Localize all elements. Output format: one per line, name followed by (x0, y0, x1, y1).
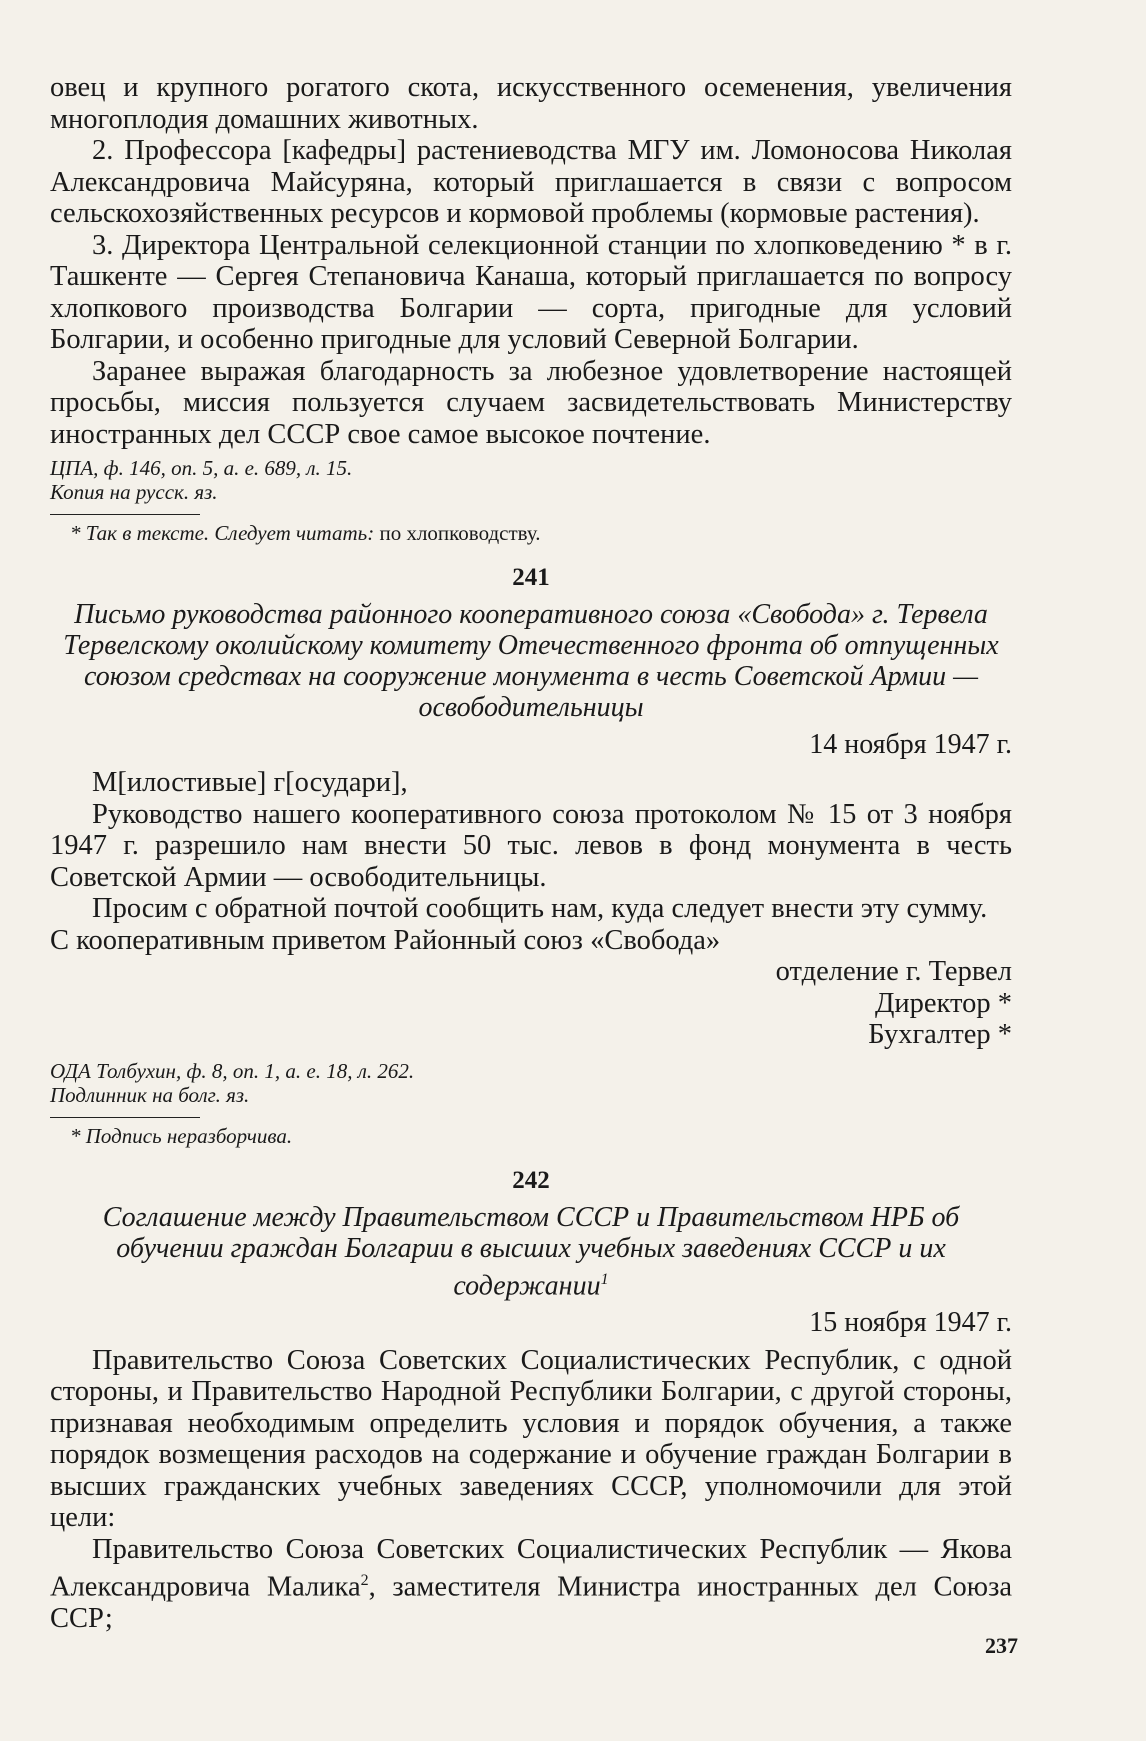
signature-accountant: Бухгалтер * (868, 1019, 1012, 1050)
footnote-prefix: * Так в тексте. Следует читать: (70, 521, 375, 545)
document-page (50, 72, 1012, 1635)
document-number-241: 241 (512, 564, 550, 591)
paragraph-241-1: Руководство нашего кооперативного союза протоколом № 15 от 3 ноября 1947 г. разрешило нам внести 50 тыс. левов в фонд монумента в честь Советской Армии — освободительницы. (50, 798, 1012, 893)
document-date-242: 15 ноября 1947 г. (809, 1306, 1012, 1338)
footnote-divider-241 (50, 1117, 200, 1118)
original-note-241: Подлинник на болг. яз. (50, 1082, 250, 1107)
paragraph-top-3: 3. Директора Центральной селекционной станции по хлопковедению * в г. Ташкенте — Сергея Степановича Канаша, который приглашается по вопросу хлопкового производства Болгарии — сорта, пригодные для условий Болгарии, и особенно пригодные для условий Северной Болгарии. (50, 229, 1012, 355)
footnote-top (50, 521, 1012, 545)
paragraph-top-4: Заранее выражая благодарность за любезное удовлетворение настоящей просьбы, миссия пользуется случаем засвидетельствовать Министерству иностранных дел СССР свое самое высокое почтение. (50, 355, 1012, 450)
p2-part-a: Правительство Союза Советских Социалистических Республик — Якова Александровича Малика (50, 1533, 1012, 1603)
p2-footnote-mark: 2 (360, 1572, 369, 1590)
document-date-241: 14 ноября 1947 г. (809, 729, 1012, 760)
document-title-241: Письмо руководства районного кооперативного союза «Свобода» г. Тервела Тервелскому околийскому комитету Отечественного фронта об отпущенных союзом средствах на сооружение монумента в честь Советской Армии — освободительницы (63, 599, 999, 723)
footnote-241: * Подпись неразборчива. (70, 1123, 293, 1148)
page-number: 237 (985, 1633, 1018, 1658)
salutation: М[илостивые] г[осудари], (92, 767, 408, 798)
document-number-242: 242 (512, 1166, 550, 1194)
closing-line: С кооперативным приветом Районный союз «Свобода» (50, 924, 721, 956)
title-text-242: Соглашение между Правительством СССР и Правительством НРБ об обучении граждан Болгарии в высших учебных заведениях СССР и их содержании (102, 1201, 960, 1301)
footnote-correction: по хлопководству. (379, 521, 541, 545)
footnote-divider (50, 514, 200, 515)
signature-director: Директор * (874, 987, 1012, 1019)
paragraph-242-1: Правительство Союза Советских Социалистических Республик, с одной стороны, и Правительство Народной Республики Болгарии, с другой стороны, признавая необходимым определить условия и порядок обучения, а также порядок возмещения расходов на содержание и обучение граждан Болгарии в высших гражданских учебных заведениях СССР, уполномочили для этой цели: (50, 1344, 1012, 1534)
archive-source-241: ОДА Толбухин, ф. 8, оп. 1, а. е. 18, л. 262. (50, 1058, 415, 1083)
archive-source: ЦПА, ф. 146, оп. 5, а. е. 689, л. 15. (50, 456, 353, 480)
paragraph-top-1: овец и крупного рогатого скота, искусственного осеменения, увеличения многоплодия домашних животных. (50, 72, 1012, 135)
title-footnote-mark: 1 (600, 1270, 609, 1288)
copy-note: Копия на русск. яз. (50, 480, 218, 504)
p2-part-b: , заместителя Министра иностранных дел Союза ССР; (50, 1571, 1013, 1635)
branch-line: отделение г. Тервел (775, 956, 1012, 987)
paragraph-242-2 (50, 1534, 1012, 1635)
paragraph-241-2: Просим с обратной почтой сообщить нам, куда следует внести эту сумму. (92, 893, 988, 924)
paragraph-top-2: 2. Профессора [кафедры] растениеводства МГУ им. Ломоносова Николая Александровича Майсуряна, который приглашается в связи с вопросом сельскохозяйственных ресурсов и кормовой проблемы (кормовые растения). (50, 135, 1012, 229)
document-title-242 (50, 1202, 1012, 1301)
